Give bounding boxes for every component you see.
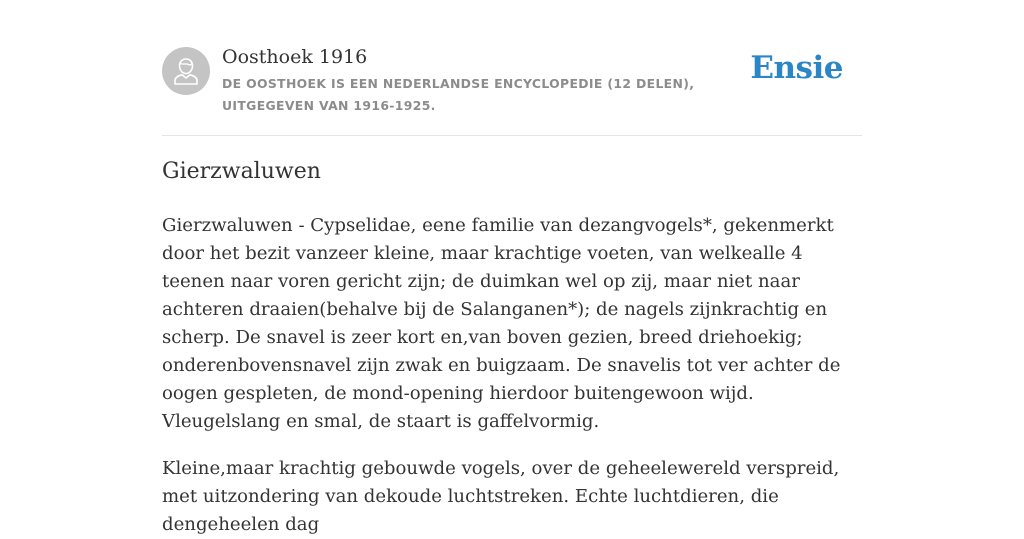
avatar[interactable] <box>162 47 210 95</box>
entry-paragraph-1: Gierzwaluwen - Cypselidae, eene familie van dezangvogels*, gekenmerkt door het bezit vanzeer kleine, maar krachtige voeten, van welkealle 4 teenen naar voren gericht zijn; de duimkan wel op zij, maar niet naar achteren draaien(behalve bij de Salanganen*); de nagels zijnkrachtig en scherp. De snavel is zeer kort en,van boven gezien, breed driehoekig; onderenbovensnavel zijn zwak en buigzaam. De snavelis tot ver achter de oogen gespleten, de mond-opening hierdoor buitengewoon wijd. Vleugelslang en smal, de staart is gaffelvormig. <box>162 215 841 432</box>
source-description: DE OOSTHOEK IS EEN NEDERLANDSE ENCYCLOPEDIE (12 DELEN), UITGEGEVEN VAN 1916-1925. <box>222 76 695 113</box>
page-container <box>162 0 862 535</box>
entry-paragraph-2: Kleine,maar krachtig gebouwde vogels, over de geheelewereld verspreid, met uitzondering van dekoude luchtstreken. Echte luchtdieren, die dengeheelen dag <box>162 458 840 535</box>
source-title[interactable]: Oosthoek 1916 <box>222 46 368 68</box>
source-header <box>162 0 862 136</box>
user-icon <box>171 55 201 87</box>
entry-title: Gierzwaluwen <box>162 159 321 184</box>
ensie-logo[interactable]: Ensie <box>750 50 843 86</box>
